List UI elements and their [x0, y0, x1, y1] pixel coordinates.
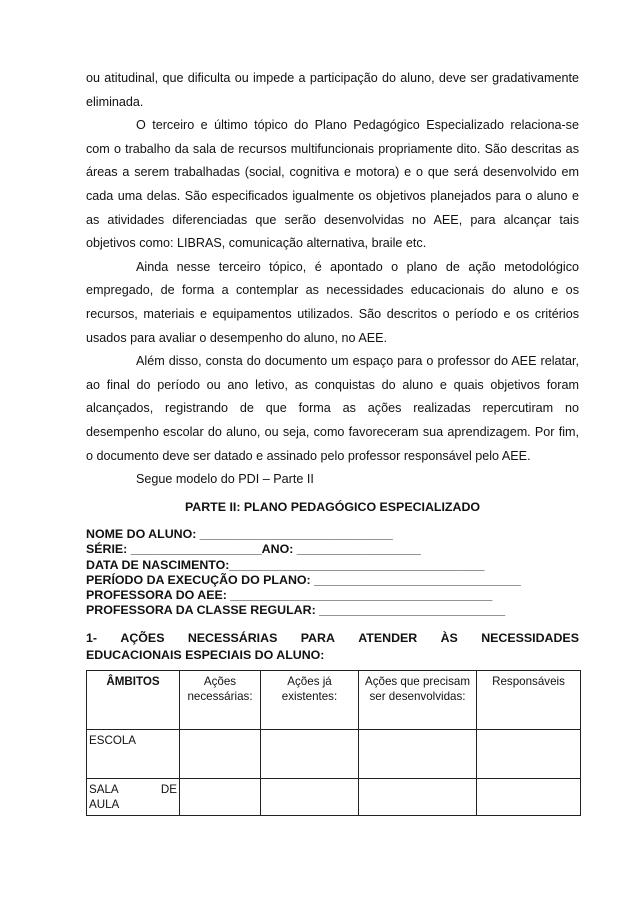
field-regular-teacher: PROFESSORA DA CLASSE REGULAR: ___________________________	[86, 603, 506, 618]
table-cell[interactable]	[477, 730, 581, 779]
actions-table	[86, 670, 581, 816]
field-plan-period: PERÍODO DA EXECUÇÃO DO PLANO: ______________________________	[86, 572, 521, 587]
body-text	[86, 67, 579, 492]
table-header-existing: Ações já existentes:	[261, 671, 359, 730]
field-aee-teacher: PROFESSORA DO AEE: ______________________________________	[86, 588, 493, 603]
table-header-to-develop: Ações que precisam ser desenvolvidas:	[359, 671, 477, 730]
table-row	[87, 779, 581, 816]
form-title: PARTE II: PLANO PEDAGÓGICO ESPECIALIZADO	[184, 500, 481, 514]
table-cell[interactable]	[477, 779, 581, 816]
table-cell[interactable]	[180, 779, 261, 816]
section-heading-line-2: EDUCACIONAIS ESPECIAIS DO ALUNO:	[86, 648, 325, 662]
table-cell[interactable]	[359, 779, 477, 816]
table-cell[interactable]	[180, 730, 261, 779]
table-cell[interactable]	[261, 779, 359, 816]
table-cell[interactable]	[359, 730, 477, 779]
field-grade-year: SÉRIE: ___________________ANO: __________________	[86, 542, 421, 557]
field-birth-date: DATA DE NASCIMENTO:_____________________________________	[86, 557, 485, 572]
row-label-escola: ESCOLA	[87, 730, 180, 779]
field-student-name: NOME DO ALUNO: ____________________________	[86, 527, 393, 541]
paragraph-3: Ainda nesse terceiro tópico, é apontado o plano de ação metodológico empregado, de forma a contemplar as necessidades educacionais do aluno e os recursos, materiais e equipamentos utilizados. São descritos o período e os critérios usados para avaliar o desempenho do aluno, no AEE.	[86, 259, 579, 345]
table-cell[interactable]	[261, 730, 359, 779]
table-header-needed: Ações necessárias:	[180, 671, 261, 730]
section-heading	[86, 630, 579, 664]
paragraph-5: Segue modelo do PDI – Parte II	[136, 472, 314, 487]
section-heading-line-1: 1- AÇÕES NECESSÁRIAS PARA ATENDER ÀS NECESSIDADES	[86, 631, 579, 645]
form-fields	[86, 527, 579, 619]
paragraph-1: ou atitudinal, que dificulta ou impede a participação do aluno, deve ser gradativamente eliminada.	[86, 71, 579, 109]
table-header-row	[87, 671, 581, 730]
paragraph-2: O terceiro e último tópico do Plano Pedagógico Especializado relaciona-se com o trabalho da sala de recursos multifuncionais propriamente dito. São descritas as áreas a serem trabalhadas (social, cognitiva e motora) e o que será desenvolvido em cada uma delas. São especificados igualmente os objetivos planejados para o aluno e as atividades diferenciadas que serão desenvolvidas no AEE, para alcançar tais objetivos como: LIBRAS, comunicação alternativa, braile etc.	[86, 118, 579, 251]
row-label-sala-de-aula: SALA DE AULA	[87, 779, 180, 816]
table-header-responsible: Responsáveis	[477, 671, 581, 730]
paragraph-4: Além disso, consta do documento um espaço para o professor do AEE relatar, ao final do período ou ano letivo, as conquistas do aluno e quais objetivos foram alcançados, registrando de que forma as ações realizadas repercutiram no desempenho escolar do aluno, ou seja, como favoreceram sua aprendizagem. Por fim, o documento deve ser datado e assinado pelo professor responsável pelo AEE.	[86, 354, 579, 463]
table-header-ambitos: ÂMBITOS	[87, 671, 180, 730]
table-row	[87, 730, 581, 779]
